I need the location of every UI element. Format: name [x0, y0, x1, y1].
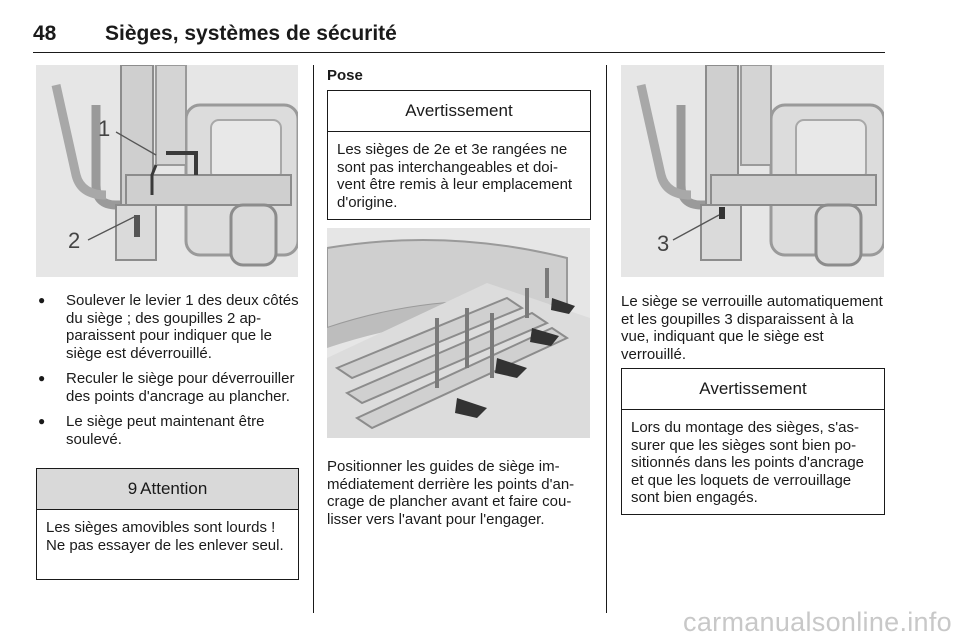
seat-lever-illustration [36, 65, 298, 277]
callout-3: 3 [657, 231, 670, 256]
list-item: ● Soulever le levier 1 des deux côtés du siège ; des goupilles 2 apparaissent pour indiquer que le siège est déverrouillé. [36, 292, 300, 362]
page-title: Sièges, systèmes de sécurité [105, 22, 397, 45]
attention-box [36, 468, 299, 580]
watermark: carmanualsonline.info [683, 607, 952, 637]
seat-guides-drawing [327, 228, 590, 438]
page-number: 48 [33, 22, 57, 45]
attention-body: Les sièges amovibles sont lourds ! Ne pas essayer de les enlever seul. [46, 519, 284, 554]
list-item: ● Reculer le siège pour déverrouiller des points d'ancrage au plancher. [36, 370, 300, 405]
seat-lever-drawing [36, 65, 298, 277]
lock-paragraph: Le siège se verrouille automatiquement et les goupilles 3 disparaissent à la vue, indiquant que le siège est verrouillé. [621, 293, 883, 363]
column-divider-left [313, 65, 314, 613]
section-title: Pose [327, 67, 363, 84]
callout-2: 2 [68, 228, 81, 253]
instruction-list [36, 292, 300, 456]
page-header [33, 22, 885, 53]
column-divider-right [606, 65, 607, 613]
warning-box-right [621, 368, 885, 515]
warning-header: Avertissement [622, 369, 884, 410]
list-item: ● Le siège peut maintenant être soulevé. [36, 413, 300, 448]
warning-symbol-icon: 9 [127, 479, 138, 498]
seat-locked-illustration [621, 65, 884, 277]
warning-header: Avertissement [328, 91, 590, 132]
warning-body: Lors du montage des sièges, s'assurer que les sièges sont bien positionnés dans les points d'ancrage et que les loquets de verrouillage sont bien engagés. [631, 419, 865, 506]
seat-guides-illustration [327, 228, 590, 438]
warning-box-middle [327, 90, 591, 220]
callout-1: 1 [98, 116, 111, 141]
attention-title: Attention [140, 479, 208, 498]
seat-locked-drawing [621, 65, 884, 277]
attention-header [37, 469, 298, 510]
warning-body: Les sièges de 2e et 3e rangées ne sont pas interchangeables et doivent être remis à leur emplacement d'origine. [337, 141, 573, 211]
installation-paragraph: Positionner les guides de siège immédiatement derrière les points d'ancrage de plancher avant et faire coulisser vers l'avant pour l'engager. [327, 458, 575, 528]
